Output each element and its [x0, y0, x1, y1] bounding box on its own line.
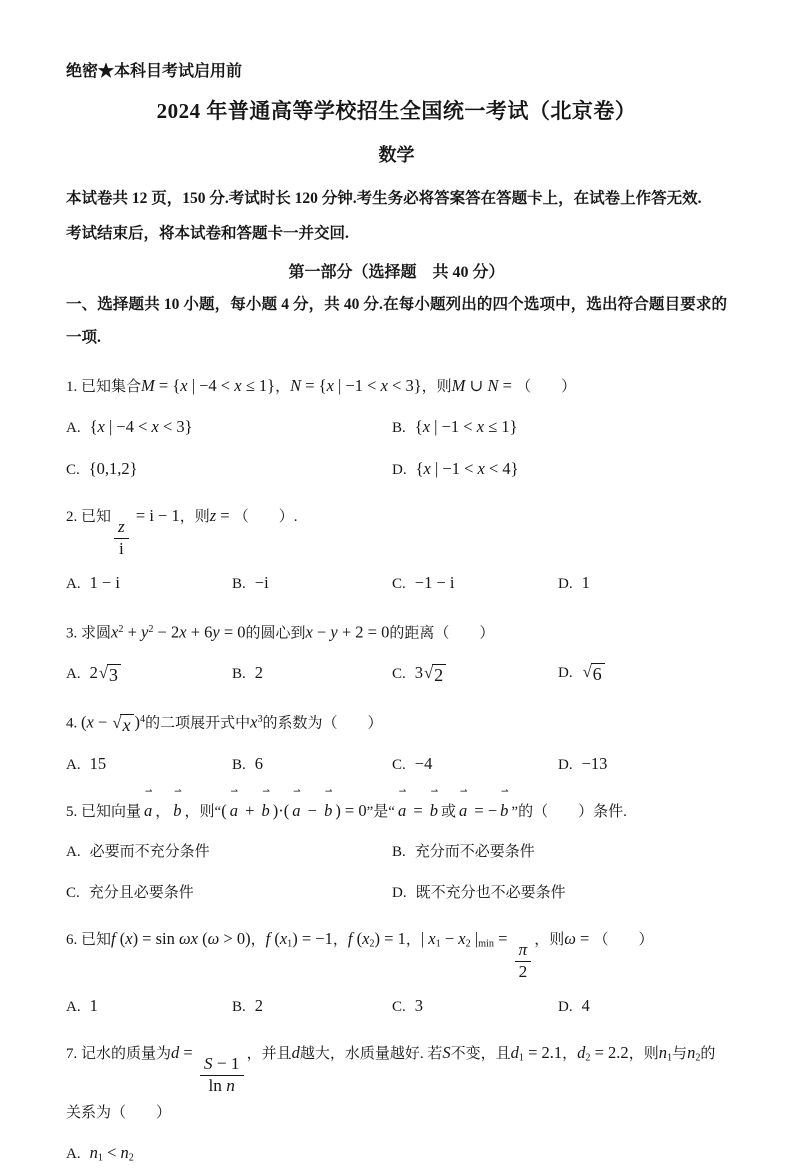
option-content: {0,1,2}: [88, 459, 138, 478]
option-label: D.: [558, 757, 573, 774]
question-3: [66, 613, 727, 689]
option-content: 充分且必要条件: [88, 885, 194, 902]
option-content: 1: [89, 995, 98, 1015]
options-grid: [66, 659, 727, 688]
question-1-option-B: [392, 413, 727, 442]
options-grid: [66, 1139, 727, 1172]
question-4: [66, 703, 727, 779]
option-content: 2: [254, 995, 264, 1015]
option-content: √ 6: [582, 659, 606, 687]
instructions-line-2: 考试结束后，将本试卷和答题卡一并交回.: [66, 225, 349, 242]
vector-arrow-icon: ⇀: [144, 787, 153, 798]
option-content: 4: [581, 995, 590, 1015]
question-4-option-B: [232, 750, 392, 779]
option-label: C.: [392, 757, 406, 774]
option-content: 3 √ 2: [415, 659, 447, 688]
questions-list: [66, 369, 727, 1172]
vector-arrow-icon: ⇀: [293, 787, 301, 798]
option-label: D.: [392, 462, 407, 478]
question-4-option-A: [66, 750, 232, 779]
option-label: B.: [392, 420, 406, 436]
option-label: B.: [232, 575, 246, 592]
question-6-option-C: [392, 992, 558, 1021]
question-1-option-A: [66, 413, 392, 442]
question-3-option-A: [66, 659, 232, 688]
vector-arrow-icon: ⇀: [398, 787, 407, 798]
vector-arrow-icon: ⇀: [500, 787, 509, 798]
question-3-option-C: [392, 659, 558, 688]
option-content: {x | −4 < x < 3}: [89, 417, 193, 436]
vector-arrow-icon: ⇀: [459, 787, 468, 798]
option-label: C.: [66, 885, 80, 902]
question-5-option-A: [66, 838, 392, 866]
options-grid: [66, 992, 727, 1021]
question-3-option-D: [558, 659, 727, 688]
option-label: A.: [66, 1145, 81, 1162]
question-2-option-D: [558, 569, 727, 598]
vector-arrow-icon: ⇀: [230, 787, 239, 798]
question-6-option-A: [66, 992, 232, 1021]
question-stem: 2. 已知 $\frac{z}{i}$ = i − 1，则z = （ ）.: [66, 506, 298, 558]
option-label: D.: [558, 665, 573, 682]
question-stem: 1. 已知集合M = {x | −4 < x ≤ 1}，N = {x | −1 < x < 3}，则M ∪ N = （ ）: [66, 376, 577, 395]
option-label: A.: [66, 420, 81, 436]
option-content: 3: [414, 995, 424, 1015]
question-6-option-D: [558, 992, 727, 1021]
option-label: C.: [392, 575, 406, 592]
option-label: D.: [558, 998, 573, 1015]
option-label: A.: [66, 844, 81, 861]
question-7: [66, 1036, 727, 1172]
question-5: [66, 787, 727, 907]
option-content: 既不充分也不必要条件: [415, 885, 566, 902]
option-content: {x | −1 < x < 4}: [415, 459, 519, 478]
option-label: B.: [232, 666, 246, 683]
option-content: 充分而不必要条件: [414, 844, 535, 861]
option-content: −i: [254, 572, 269, 592]
option-label: B.: [232, 757, 246, 774]
option-content: 2: [254, 663, 264, 683]
option-label: C.: [66, 462, 80, 478]
question-4-option-C: [392, 750, 558, 779]
options-grid: [66, 413, 727, 484]
question-3-option-B: [232, 659, 392, 688]
question-5-option-D: [392, 879, 727, 907]
option-label: A.: [66, 757, 81, 774]
option-label: A.: [66, 998, 81, 1015]
question-6-option-B: [232, 992, 392, 1021]
question-6: [66, 922, 727, 1021]
part1-title: 第一部分（选择题 共 40 分）: [288, 264, 505, 281]
question-1-option-D: [392, 455, 727, 484]
instructions-line-1: 本试卷共 12 页，150 分.考试时长 120 分钟.考生务必将答案答在答题卡上，在试卷上作答无效.: [66, 190, 702, 207]
option-content: {x | −1 < x ≤ 1}: [414, 417, 518, 436]
option-label: D.: [392, 885, 407, 902]
option-label: A.: [66, 666, 81, 683]
question-7-option-A: [66, 1139, 727, 1172]
question-5-option-B: [392, 838, 727, 866]
option-content: −1 − i: [414, 572, 455, 592]
option-content: 6: [254, 754, 264, 774]
security-note: 绝密★本科目考试启用前: [66, 63, 243, 80]
vector-arrow-icon: ⇀: [174, 787, 182, 798]
vector-arrow-icon: ⇀: [262, 787, 270, 798]
part1-directions: 一、选择题共 10 小题，每小题 4 分，共 40 分.在每小题列出的四个选项中，选出符合题目要求的一项.: [66, 296, 727, 346]
exam-instructions: [66, 181, 727, 251]
option-content: 15: [89, 754, 107, 774]
option-content: 1: [581, 572, 590, 592]
options-grid: [66, 750, 727, 779]
option-label: B.: [232, 998, 246, 1015]
question-stem: 3. 求圆$x^2 + y^2 - 2x + 6y = 0$的圆心到x − y + 2 = 0的距离（ ）: [66, 622, 495, 642]
question-stem: 7. 记水的质量为d = $\frac{S - 1}{\text{ln n}}$ ，并且d越大，水质量越好. 若S不变，且$d_1 = 2.1$，$d_2 = 2.2$，则$n_1$与$n_2$的关系为（ ）: [66, 1042, 716, 1121]
vector-arrow-icon: ⇀: [324, 787, 333, 798]
question-stem: 4. (x − √ x )$^4$的二项展开式中$x^3$的系数为（ ）: [66, 713, 383, 736]
exam-title: 2024 年普通高等学校招生全国统一考试（北京卷）: [156, 99, 637, 123]
subject-title: 数学: [378, 145, 415, 165]
option-content: $n_1 < n_2$: [89, 1142, 134, 1164]
question-2-option-C: [392, 569, 558, 598]
question-2-option-A: [66, 569, 232, 598]
option-label: D.: [558, 575, 573, 592]
question-2: [66, 499, 727, 598]
question-stem: 6. 已知f (x) = sin ωx (ω > 0)，f $(x_1) = -1$，f $(x_2) = 1$，| $x_1 - x_2$ $|_{min}$ = $\frac{\pi}{2}$ ，则ω = （ ）: [66, 929, 654, 981]
question-1-option-C: [66, 455, 392, 484]
option-label: A.: [66, 575, 81, 592]
option-label: C.: [392, 666, 406, 683]
option-label: C.: [392, 998, 406, 1015]
question-4-option-D: [558, 750, 727, 779]
option-label: B.: [392, 844, 406, 861]
question-stem: 5. 已知向量 ⇀ a ， ⇀ b ，则“( ⇀ a + ⇀ b )·( ⇀ a − ⇀ b ) = 0”是“ ⇀ a = ⇀ b 或 ⇀ a = − ⇀ b ”的（ ）条件.: [66, 787, 627, 821]
option-content: −13: [581, 754, 608, 774]
question-2-option-B: [232, 569, 392, 598]
options-grid: [66, 838, 727, 907]
question-5-option-C: [66, 879, 392, 907]
question-1: [66, 369, 727, 484]
option-content: 必要而不充分条件: [89, 844, 210, 861]
option-content: 2 √ 3: [90, 659, 122, 688]
vector-arrow-icon: ⇀: [430, 787, 439, 798]
option-content: 1 − i: [89, 572, 120, 592]
option-content: −4: [414, 754, 433, 774]
options-grid: [66, 569, 727, 598]
